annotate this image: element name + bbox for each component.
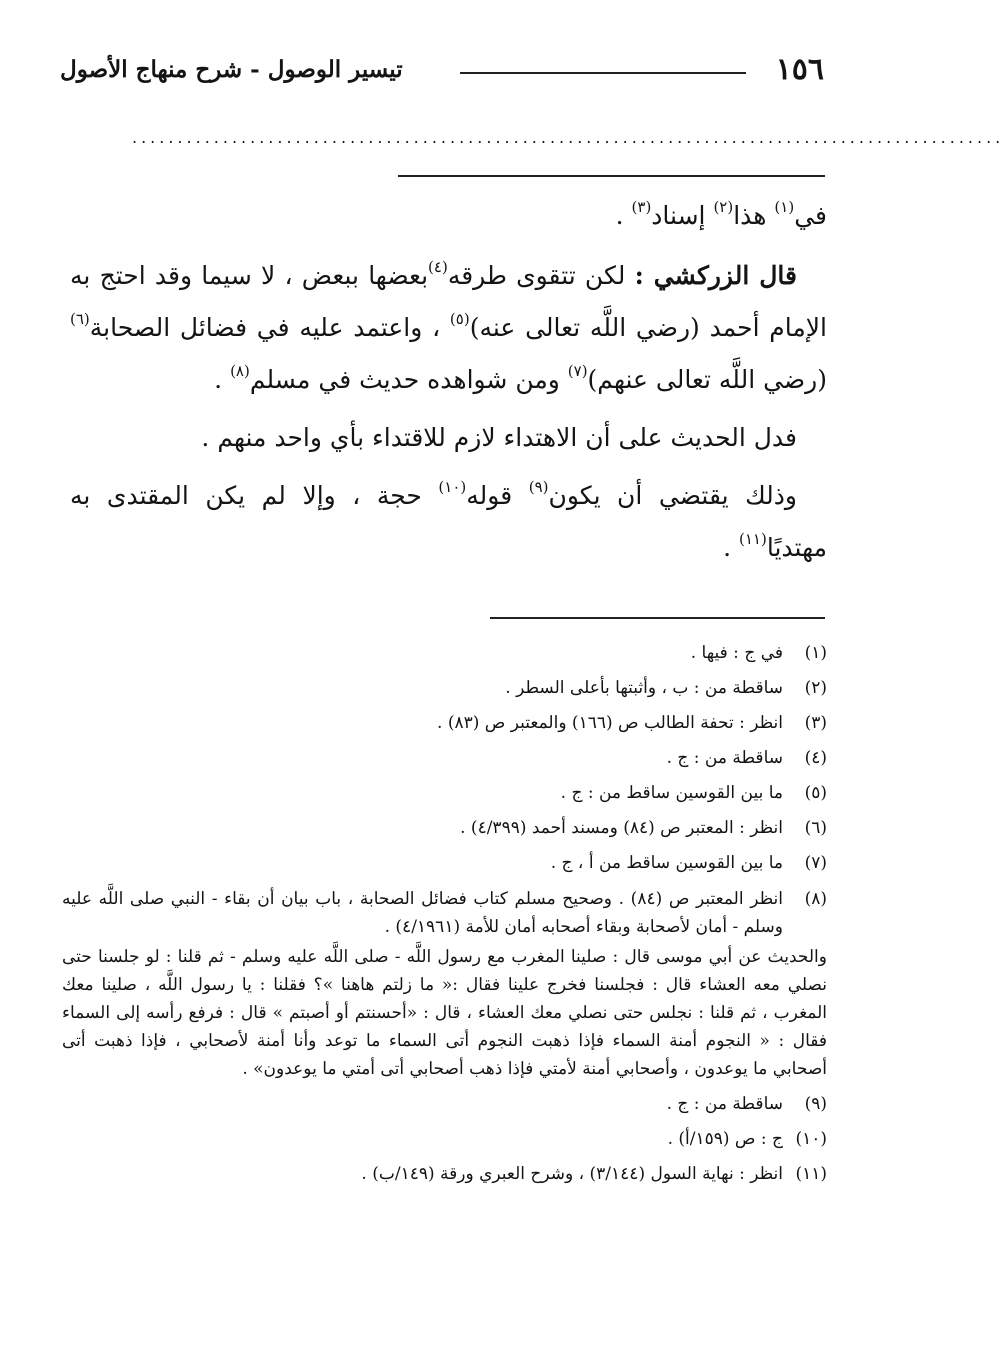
footnote-number: (١)	[804, 643, 827, 663]
footnote-text: ما بين القوسين ساقط من أ ، ج .	[550, 853, 783, 873]
footnote	[62, 706, 827, 741]
paragraph-implication: وذلك يقتضي أن يكون$^{(٩)}$ قوله$^{(١٠)}$ حجة ، وإلا لم يكن المقتدى به مهتديًا$^{(١١)}$ .	[70, 478, 827, 562]
footnote-text: انظر : المعتبر ص (٨٤) ومسند أحمد (٤/٣٩٩) .	[460, 818, 783, 838]
footnote-number: (٤)	[804, 748, 827, 768]
footnote-number: (١٠)	[795, 1129, 827, 1149]
running-title: تيسير الوصول - شرح منهاج الأصول	[60, 56, 403, 83]
page-number: ١٥٦	[775, 52, 824, 87]
footnote	[62, 636, 827, 671]
footnote-text: ساقطة من : ج .	[666, 748, 783, 768]
footnote-number: (٧)	[804, 853, 827, 873]
footnote	[62, 885, 827, 1083]
footnote-number: (١١)	[795, 1164, 827, 1184]
speaker-name: قال الزركشي :	[634, 261, 797, 290]
paragraph-zarkashi-text: لكن تتقوى طرقه$^{(٤)}$بعضها ببعض ، لا سيما وقد احتج به الإمام أحمد (رضي اللَّه تعالى عنه)$^{(٥)}$ ، واعتمد عليه في فضائل الصحابة$^{(٦)}$ (رضي اللَّه تعالى عنهم)$^{(٧)}$ ومن شواهده حديث في مسلم$^{(٨)}$ .	[70, 258, 827, 394]
footnote	[62, 811, 827, 846]
footnote	[62, 1087, 827, 1122]
footnote-text: ساقطة من : ب ، وأثبتها بأعلى السطر .	[505, 678, 783, 698]
footnote-text: انظر المعتبر ص (٨٤) . وصحيح مسلم كتاب فضائل الصحابة ، باب بيان أن بقاء - النبي صلى اللَّه عليه وسلم - أمان لأصحابة وبقاء أصحابه أمان للأمة (٤/١٩٦١) .	[62, 889, 783, 937]
main-text	[70, 190, 827, 574]
top-rule	[398, 175, 825, 177]
opening-line: في$^{(١)}$ هذا$^{(٢)}$ إسناد$^{(٣)}$ .	[615, 198, 827, 230]
separator-dots: ................................................................................................	[132, 128, 1004, 147]
footnote-hadith-text: والحديث عن أبي موسى قال : صلينا المغرب مع رسول اللَّه - صلى اللَّه عليه وسلم - ثم قلنا : لو جلسنا حتى نصلي معه العشاء قال : فجلسنا فخرج علينا فقال :« ما زلتم هاهنا »؟ فقلنا : يا رسول اللَّه ، صلينا معك المغرب ، ثم قلنا : نجلس حتى نصلي معك العشاء ، قال : «أحسنتم أو أصبتم » قال : فرفع رأسه إلى السماء فقال : « النجوم أمنة السماء فإذا ذهبت النجوم أتى السماء ما توعد وأنا أمنة لأصحابي ، فإذا ذهبت أتى أصحابي ما يوعدون ، وأصحابي أمنة لأمتي فإذا ذهب أصحابي أتى أمتي ما يوعدون» .	[62, 947, 827, 1079]
footnote-number: (٩)	[804, 1094, 827, 1114]
footnote	[62, 776, 827, 811]
footnote	[62, 1157, 827, 1192]
footnote	[62, 846, 827, 881]
footnote-text: في ج : فيها .	[690, 643, 783, 663]
paragraph-zarkashi	[70, 250, 827, 406]
paragraph-conclusion: فدل الحديث على أن الاهتداء لازم للاقتداء بأي واحد منهم .	[201, 423, 797, 452]
footnote-text: انظر : تحفة الطالب ص (١٦٦) والمعتبر ص (٨٣) .	[437, 713, 783, 733]
footnotes-rule	[490, 617, 825, 619]
footnote-text: ما بين القوسين ساقط من : ج .	[560, 783, 783, 803]
footnote-text: ج : ص (١٥٩/أ) .	[667, 1129, 783, 1149]
footnote	[62, 741, 827, 776]
footnote	[62, 1122, 827, 1157]
footnote-number: (٢)	[804, 678, 827, 698]
page-header	[60, 50, 824, 94]
footnote-text: ساقطة من : ج .	[666, 1094, 783, 1114]
footnote-number: (٣)	[804, 713, 827, 733]
footnote	[62, 671, 827, 706]
footnote-number: (٥)	[804, 783, 827, 803]
header-rule	[460, 72, 746, 74]
footnote-number: (٦)	[804, 818, 827, 838]
footnote-number: (٨)	[804, 889, 827, 909]
footnote-text: انظر : نهاية السول (٣/١٤٤) ، وشرح العبري ورقة (١٤٩/ب) .	[361, 1164, 783, 1184]
footnotes	[62, 636, 827, 1192]
